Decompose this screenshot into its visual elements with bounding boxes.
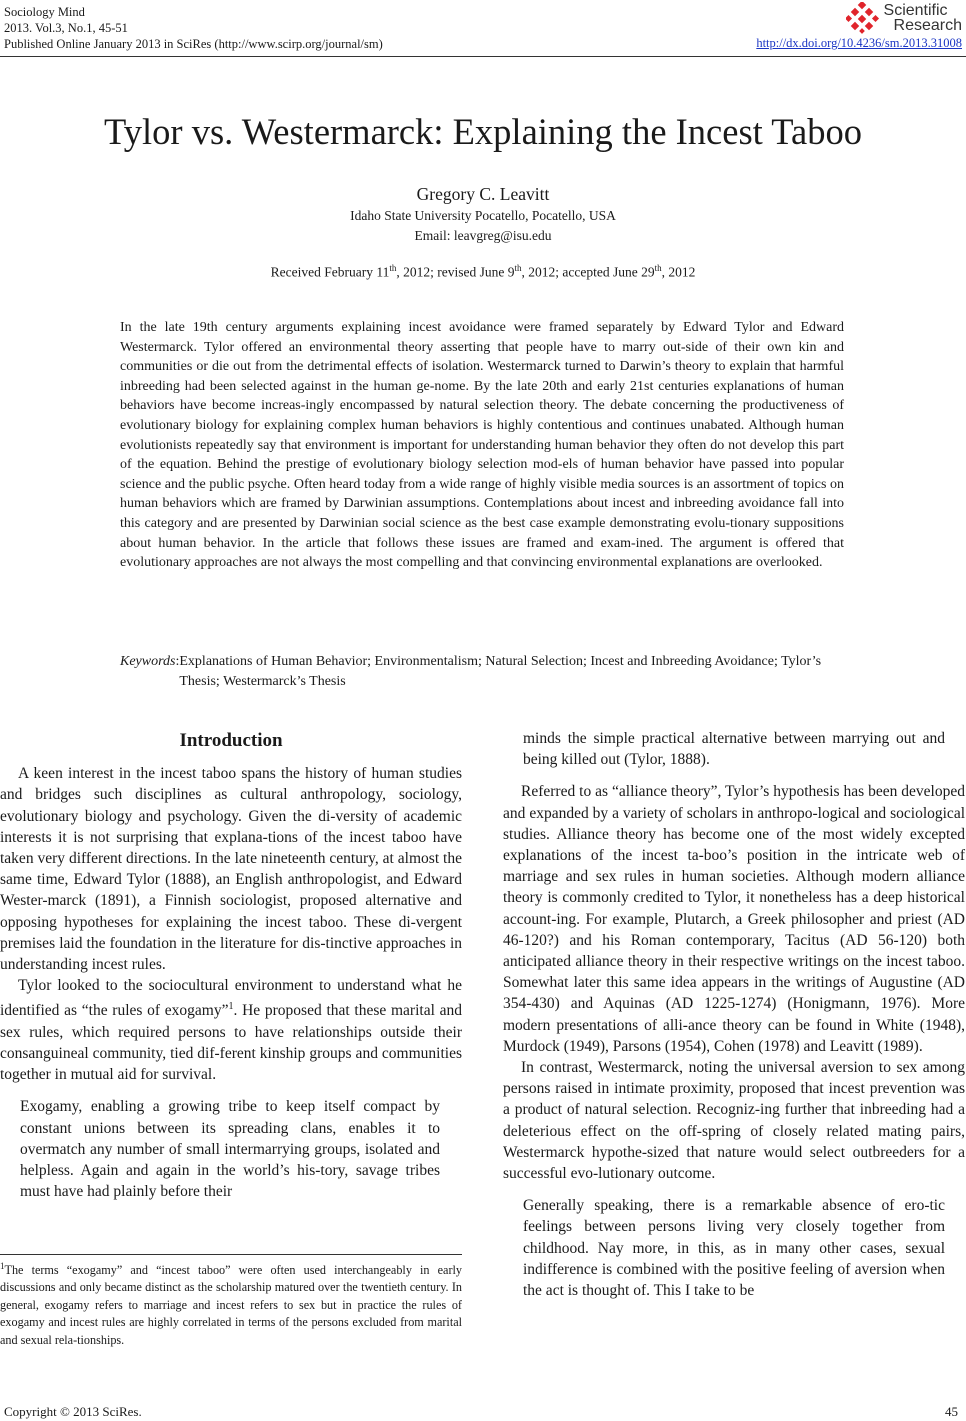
journal-volume: 2013. Vol.3, No.1, 45-51: [4, 21, 128, 35]
section-heading-introduction: Introduction: [179, 730, 283, 751]
received-dates: Received February 11th, 2012; revised June 9th, 2012; accepted June 29th, 2012: [270, 263, 696, 280]
intro-paragraph-1: A keen interest in the incest taboo spans the history of human studies and bridges such disciplines as cultural anthropology, sociology, evolutionary biology and psychology. Given the di-versity of academic interests it is not surprising that explana-tions of the incest taboo have taken very different directions. In the late nineteenth century, at almost the same time, Edward Tylor (1888), an English anthropologist, and Edward Wester-marck (1891), a Finnish sociologist, proposed alternative and opposing hypotheses for explaining the incest taboo. These di-vergent premises laid the foundation in the literature for dis-tinctive approaches in understanding incest rules.: [0, 765, 462, 974]
alliance-theory-paragraph: Referred to as “alliance theory”, Tylor’s hypothesis has been developed and expanded by a variety of scholars in anthropo-logical and sociological studies. Alliance theory has become one of the most widely excepted explanations of the incest ta-boo’s position in the intricate web of marriage and sex rules in human societies. Although modern alliance theory is commonly credited to Tylor, it nonetheless has a deep historical account-ing. For example, Plutarch, a Greek philosopher and priest (AD 46-120?) and his Roman contemporary, Tacitus (AD 56-120) both anticipated alliance theory in their respective writings on the incest taboo. Somewhat later this same idea appears in the writings of Augustine (AD 354-430) and Aquinas (AD 1225-1274) (Honigmann, 1976). More modern presentations of alli-ance theory can be found in White (1948), Murdock (1949), Parsons (1954), Cohen (1978) and Leavitt (1989).: [503, 783, 965, 1055]
block-quote-tylor: Exogamy, enabling a growing tribe to keep itself compact by constant unions between its spreading clans, enables it to overmatch any number of small intermarrying groups, isolated and helpless. Again and again in the world’s his-tory, savage tribes must have had plainly before their: [20, 1098, 440, 1201]
header-divider: [0, 56, 966, 57]
westermarck-paragraph: In contrast, Westermarck, noting the universal aversion to sex among persons raised in intimate proximity, proposed that incest prevention was a product of natural selection. Recogniz-ing further that inbreeding had a deleterious effect on the off-spring of closely related mating pairs, Westermarck hypothe-sized that nature would select outbreeders for a successful evo-lutionary outcome.: [503, 1059, 965, 1183]
keywords-list: Explanations of Human Behavior; Environmentalism; Natural Selection; Incest and Inbreeding Avoidance; Tylor’s Thesis; Westermarck’s Thesis: [179, 654, 822, 689]
page-number: 45: [945, 1404, 958, 1419]
abstract: In the late 19th century arguments explaining incest avoidance were framed separately by Edward Tylor and Edward Westermarck. Tylor offered an environmental theory asserting that people have to marry out-side of their own kin and communities or die out from the detrimental effects of isolation. Westermarck turned to Darwin’s theory to explain that harmful inbreeding had been selected against in the human ge-nome. By the late 20th and early 21st centuries explanations of human behaviors have become increas-ingly encompassed by natural selection theory. The debate concerning the productiveness of evolutionary biology for explaining complex human behaviors is highly contentious and continues unabated. Although human evolutionists repeatedly say that environment is important for understanding human behavior they often do not develop this part of the equation. Behind the prestige of evolutionary biology selection mod-els of human behavior have passed into popular science and the public psyche. Often heard today from a wide range of highly visible media sources is an assortment of topics on human behaviors which are framed by Darwinian assumptions. Contemplations about incest and inbreeding avoidance fall into this category and are presented by Darwinian social science as the best case example demonstrating evolu-tionary suppositions about human behavior. In the article that follows these issues are framed and exam-ined. The argument is offered that evolutionary approaches are not always the most compelling and that convincing environmental explanations are overlooked.: [120, 320, 844, 571]
logo-wordmark: Scientific Research: [883, 2, 962, 34]
footnote-ref[interactable]: 1: [228, 1001, 234, 1013]
journal-name: Sociology Mind: [4, 5, 85, 19]
scientific-research-logo: [846, 0, 962, 36]
author-affiliation: Idaho State University Pocatello, Pocatello, USA: [350, 208, 616, 223]
keywords: [120, 652, 844, 692]
keywords-label: Keywords:: [120, 654, 180, 669]
author-name: Gregory C. Leavitt: [416, 184, 550, 204]
block-quote-tylor-continued: minds the simple practical alternative between marrying out and being killed out (Tylor, 1888).: [523, 730, 945, 769]
footnote: $^1$The terms “exogamy” and “incest taboo” were often used interchangeably in early discussions and only became distinct as the scholarship matured over the twentieth century. In general, exogamy refers to marriage and incest refers to sex but in practice the rules of exogamy and incest rules are highly correlated in terms of the persons excluded from marital and sexual rela-tionships.: [0, 1261, 462, 1347]
footnote-divider: [0, 1254, 462, 1255]
intro-paragraph-2: Tylor looked to the sociocultural environment to understand what he identified as “the rules of exogamy”$^1$. He proposed that these marital and sex rules, which required persons to have relationships outside their consanguineal community, tied dif-ferent kinship groups and communities together in mutual aid for survival.: [0, 977, 462, 1084]
block-quote-westermarck: Generally speaking, there is a remarkable absence of ero-tic feelings between persons living very closely together from childhood. Nay more, in this, as in many other cases, sexual indifference is combined with the positive feeling of aversion when the act is thought of. This I take to be: [523, 1197, 945, 1300]
copyright-notice: Copyright © 2013 SciRes.: [4, 1404, 142, 1419]
doi-link[interactable]: http://dx.doi.org/10.4236/sm.2013.31008: [756, 36, 962, 50]
publication-note: Published Online January 2013 in SciRes (http://www.scirp.org/journal/sm): [4, 37, 383, 51]
journal-header: [4, 4, 383, 52]
author-email: Email: leavgreg@isu.edu: [414, 228, 552, 243]
paper-title: Tylor vs. Westermarck: Explaining the Incest Taboo: [104, 111, 862, 152]
left-column: [0, 728, 462, 1202]
right-column: [503, 728, 965, 1301]
publisher-logo-icon: [846, 2, 880, 34]
